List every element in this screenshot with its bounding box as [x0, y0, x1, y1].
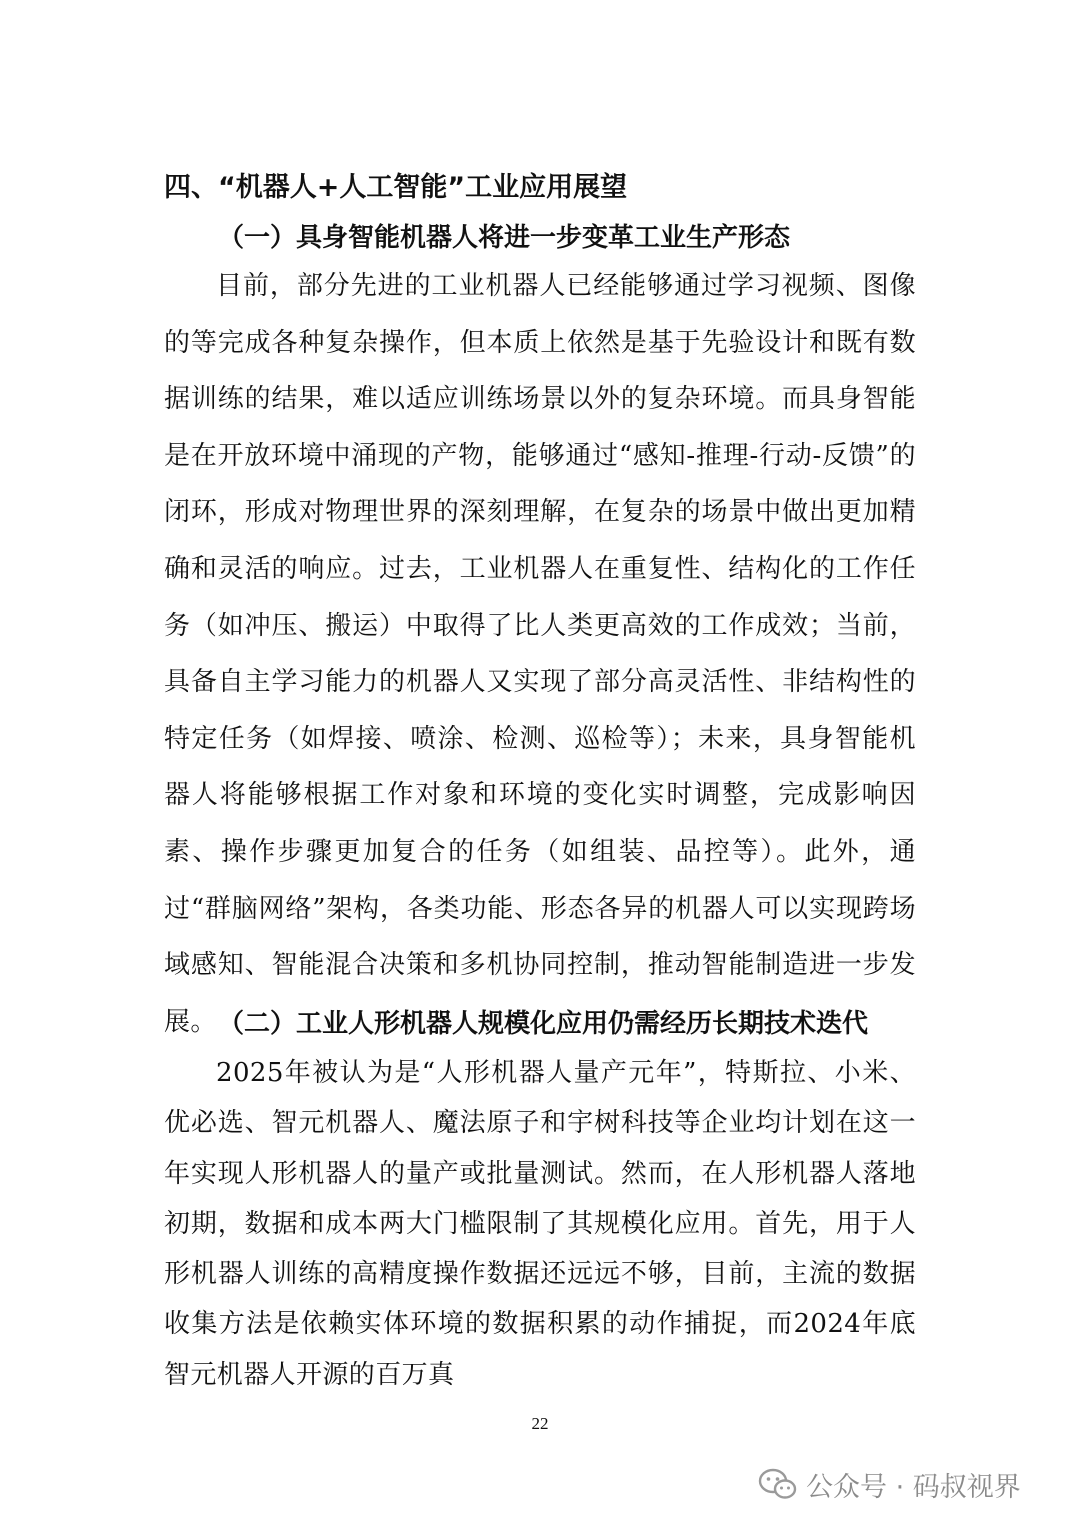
subsection-1-paragraph: 目前，部分先进的工业机器人已经能够通过学习视频、图像的等完成各种复杂操作，但本质上依然是基于先验设计和既有数据训练的结果，难以适应训练场景以外的复杂环境。而具身智能是在开放环境中涌现的产物，能够通过“感知-推理-行动-反馈”的闭环，形成对物理世界的深刻理解，在复杂的场景中做出更加精确和灵活的响应。过去，工业机器人在重复性、结构化的工作任务（如冲压、搬运）中取得了比人类更高效的工作成效；当前，具备自主学习能力的机器人又实现了部分高灵活性、非结构性的特定任务（如焊接、喷涂、检测、巡检等）；未来，具身智能机器人将能够根据工作对象和环境的变化实时调整，完成影响因素、操作步骤更加复合的任务（如组装、品控等）。此外，通过“群脑网络”架构，各类功能、形态各异的机器人可以实现跨场域感知、智能混合决策和多机协同控制，推动智能制造进一步发展。 — [164, 271, 916, 1037]
page-number: 22 — [531, 1414, 549, 1433]
subsection-2-paragraph: 2025年被认为是“人形机器人量产元年”，特斯拉、小米、优必选、智元机器人、魔法原子和宇树科技等企业均计划在这一年实现人形机器人的量产或批量测试。然而，在人形机器人落地初期，数据和成本两大门槛限制了其规模化应用。首先，用于人形机器人训练的高精度操作数据还远远不够，目前，主流的数据收集方法是依赖实体环境的数据积累的动作捕捉，而2024年底智元机器人开源的百万真 — [164, 1058, 916, 1390]
section-heading: 四、“机器人+人工智能”工业应用展望 — [164, 172, 628, 203]
watermark — [758, 1466, 1021, 1502]
watermark-text: 公众号 · 码叔视界 — [806, 1471, 1021, 1503]
wechat-icon — [758, 1467, 798, 1501]
subsection-2-heading: （二）工业人形机器人规模化应用仍需经历长期技术迭代 — [218, 1009, 869, 1039]
subsection-1-heading: （一）具身智能机器人将进一步变革工业生产形态 — [218, 223, 791, 253]
